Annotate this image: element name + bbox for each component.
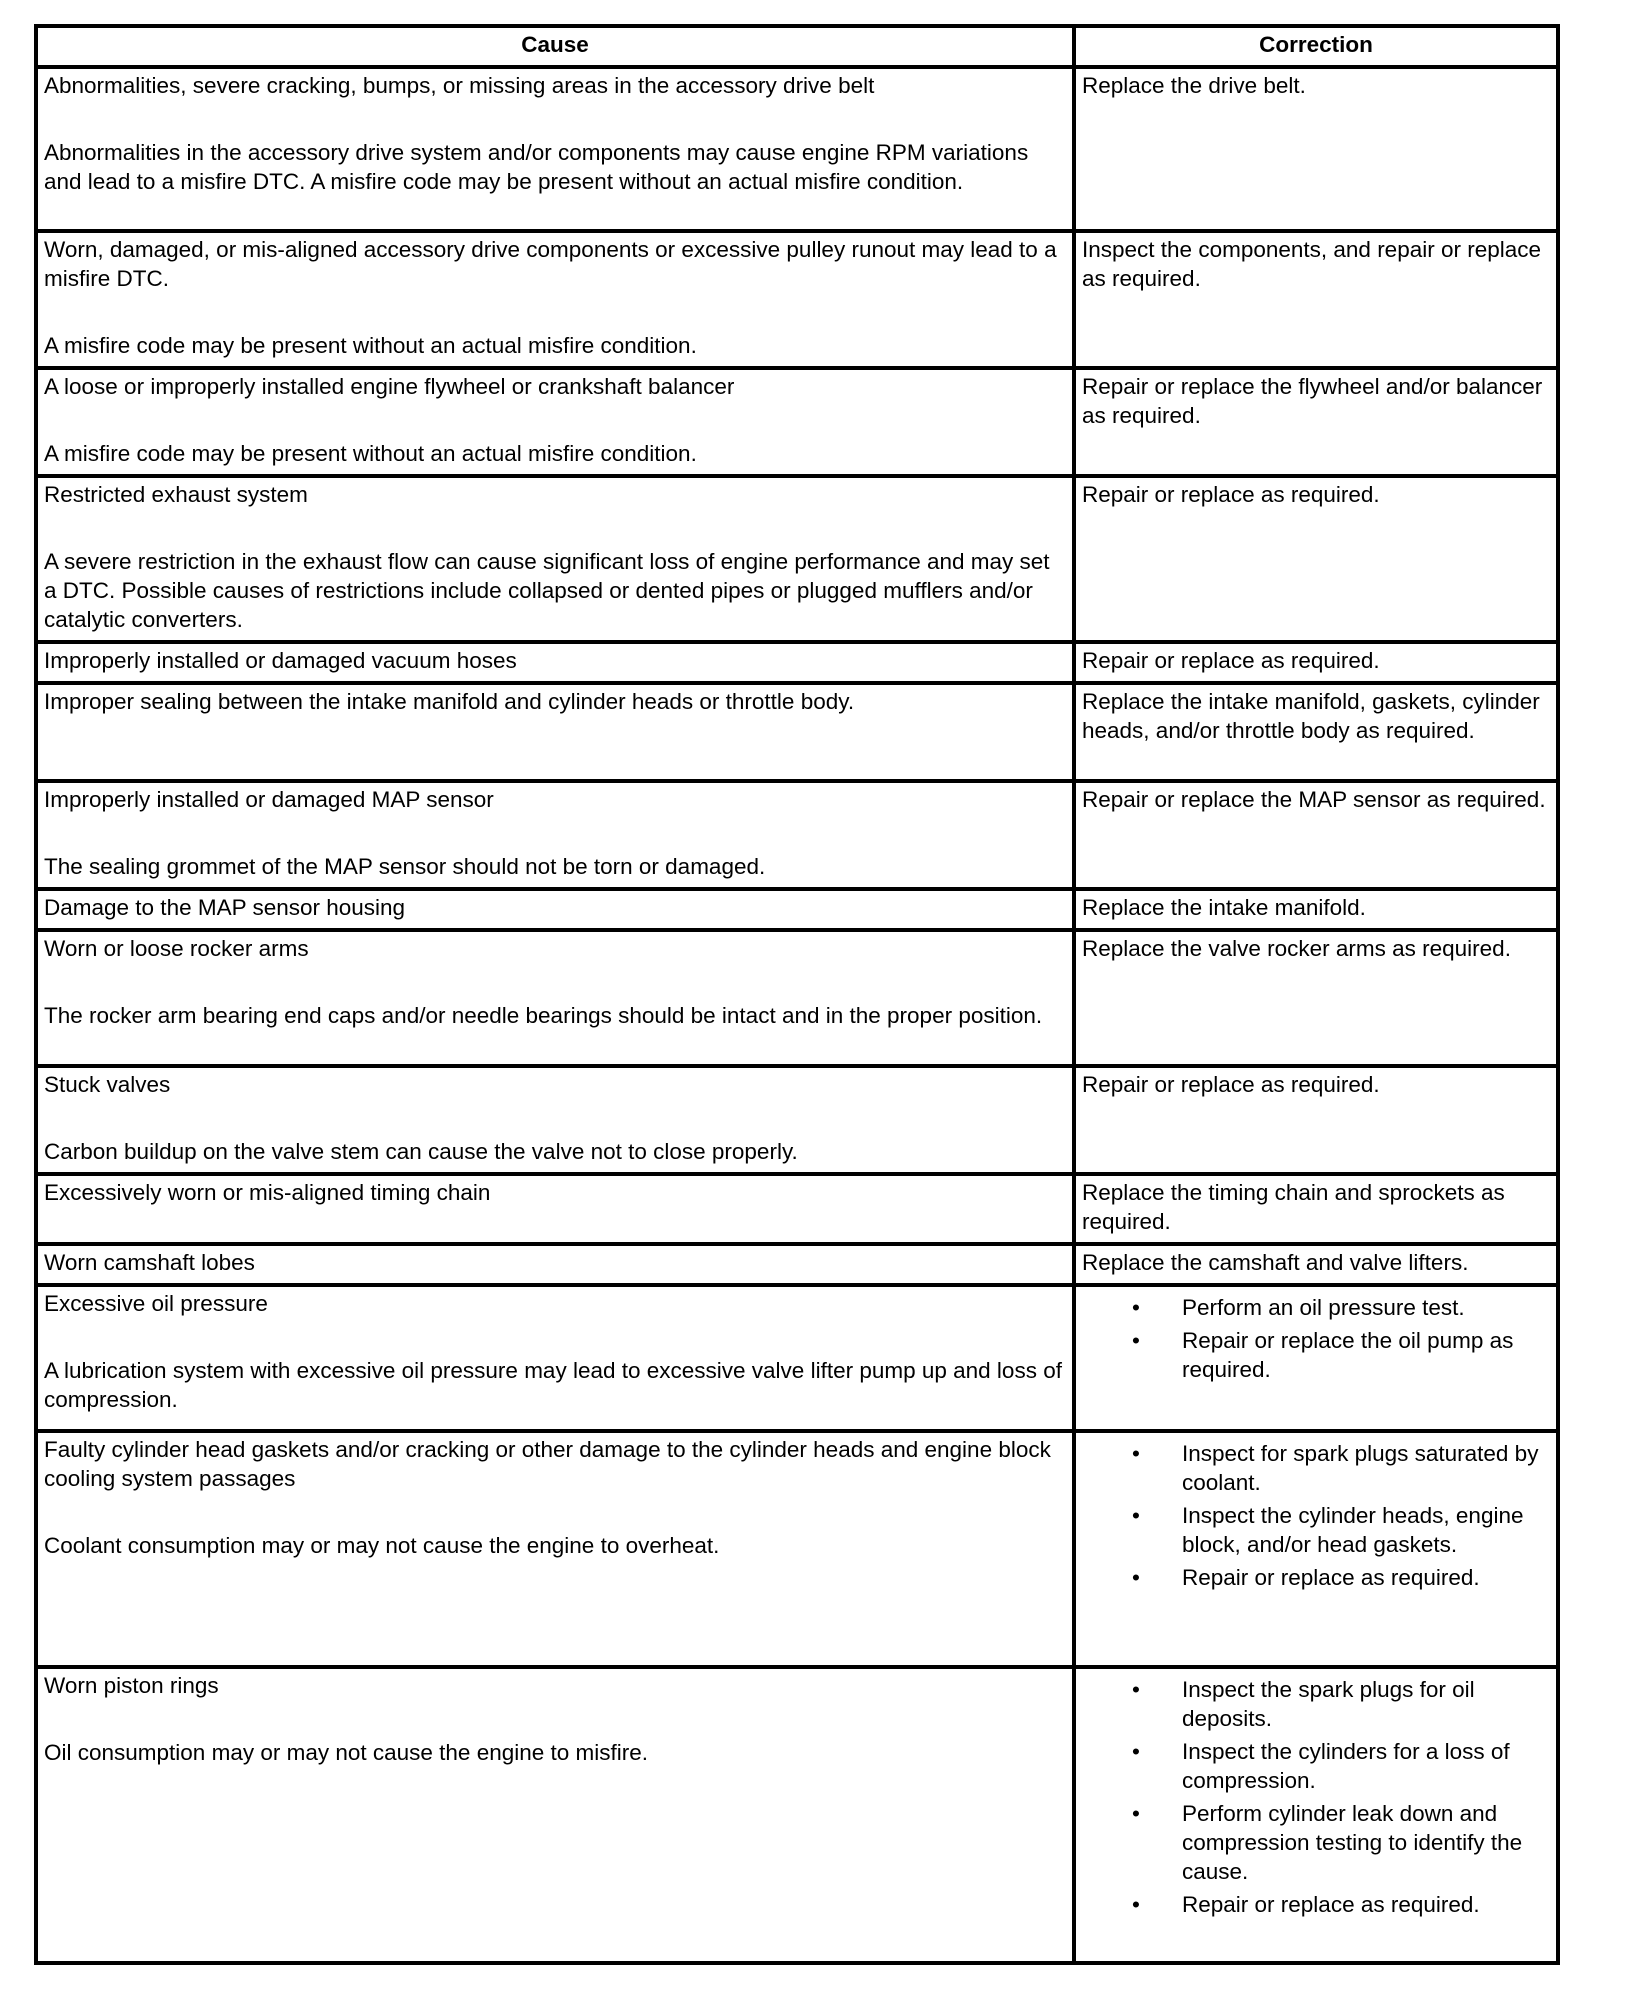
table-row [36, 1066, 1558, 1174]
bullet-icon: • [1132, 1565, 1140, 1590]
table-row [36, 1174, 1558, 1244]
correction-bullet-item [1082, 1326, 1550, 1384]
correction-bullet-list [1082, 1439, 1550, 1592]
correction-bullet-item [1082, 1890, 1550, 1919]
cause-note: A severe restriction in the exhaust flow can cause significant loss of engine performance and may set a DTC. Possible causes of restrictions include collapsed or dented pipes or plugged mufflers and/or catalytic converters. [44, 549, 1050, 632]
correction-bullet-item [1082, 1737, 1550, 1795]
correction-cell [1074, 476, 1558, 642]
correction-text: Inspect the components, and repair or replace as required. [1082, 237, 1542, 291]
correction-cell [1074, 683, 1558, 781]
correction-bullet-item [1082, 1293, 1550, 1322]
correction-text: Replace the intake manifold, gaskets, cylinder heads, and/or throttle body as required. [1082, 689, 1540, 743]
correction-cell [1074, 889, 1558, 930]
cause-cell [36, 1431, 1074, 1667]
bullet-icon: • [1132, 1441, 1140, 1466]
cause-title: Improperly installed or damaged MAP sensor [44, 787, 494, 812]
correction-text: Inspect the cylinders for a loss of compression. [1182, 1739, 1510, 1793]
bullet-icon: • [1132, 1739, 1140, 1764]
cause-note: The rocker arm bearing end caps and/or needle bearings should be intact and in the proper position. [44, 1003, 1043, 1028]
cause-note: A lubrication system with excessive oil pressure may lead to excessive valve lifter pump up and loss of compression. [44, 1358, 1062, 1412]
cause-title: Faulty cylinder head gaskets and/or cracking or other damage to the cylinder heads and engine block cooling system passages [44, 1437, 1051, 1491]
table-row [36, 642, 1558, 683]
cause-note: Carbon buildup on the valve stem can cause the valve not to close properly. [44, 1139, 798, 1164]
cause-note: The sealing grommet of the MAP sensor should not be torn or damaged. [44, 854, 766, 879]
table-row [36, 1431, 1558, 1667]
cause-cell [36, 683, 1074, 781]
cause-title: Abnormalities, severe cracking, bumps, or missing areas in the accessory drive belt [44, 73, 875, 98]
table-body [36, 67, 1558, 1963]
correction-cell [1074, 368, 1558, 476]
cause-note: Oil consumption may or may not cause the engine to misfire. [44, 1740, 649, 1765]
correction-text: Repair or replace as required. [1082, 482, 1380, 507]
correction-cell [1074, 1174, 1558, 1244]
correction-bullet-item [1082, 1799, 1550, 1886]
table-row [36, 1244, 1558, 1285]
correction-cell [1074, 930, 1558, 1066]
cause-cell [36, 1244, 1074, 1285]
table-row [36, 781, 1558, 889]
table-row [36, 231, 1558, 368]
table-row [36, 1667, 1558, 1963]
cause-cell [36, 231, 1074, 368]
cause-cell [36, 368, 1074, 476]
table-row [36, 683, 1558, 781]
bullet-icon: • [1132, 1801, 1140, 1826]
cause-note: A misfire code may be present without an actual misfire condition. [44, 441, 697, 466]
cause-cell [36, 1066, 1074, 1174]
table-row [36, 889, 1558, 930]
cause-title: Improper sealing between the intake manifold and cylinder heads or throttle body. [44, 689, 855, 714]
table-row [36, 368, 1558, 476]
correction-text: Replace the timing chain and sprockets as required. [1082, 1180, 1505, 1234]
bullet-icon: • [1132, 1503, 1140, 1528]
correction-text: Repair or replace the oil pump as required. [1182, 1328, 1514, 1382]
correction-bullet-item [1082, 1439, 1550, 1497]
correction-text: Replace the intake manifold. [1082, 895, 1366, 920]
correction-text: Inspect the spark plugs for oil deposits. [1182, 1677, 1475, 1731]
cause-title: A loose or improperly installed engine flywheel or crankshaft balancer [44, 374, 735, 399]
cause-cell [36, 1285, 1074, 1431]
cause-note: Coolant consumption may or may not cause the engine to overheat. [44, 1533, 720, 1558]
bullet-icon: • [1132, 1892, 1140, 1917]
header-row [36, 26, 1558, 67]
cause-title: Excessively worn or mis-aligned timing chain [44, 1180, 491, 1205]
correction-cell [1074, 1667, 1558, 1963]
cause-cell [36, 930, 1074, 1066]
correction-text: Repair or replace the MAP sensor as required. [1082, 787, 1546, 812]
correction-text: Repair or replace as required. [1182, 1565, 1480, 1590]
cause-title: Worn or loose rocker arms [44, 936, 309, 961]
correction-text: Inspect for spark plugs saturated by coolant. [1182, 1441, 1539, 1495]
cause-title: Worn piston rings [44, 1673, 219, 1698]
cause-cell [36, 1667, 1074, 1963]
cause-title: Excessive oil pressure [44, 1291, 268, 1316]
correction-text: Perform an oil pressure test. [1182, 1295, 1465, 1320]
cause-cell [36, 781, 1074, 889]
cause-cell [36, 642, 1074, 683]
correction-text: Repair or replace as required. [1182, 1892, 1480, 1917]
correction-bullet-list [1082, 1293, 1550, 1384]
table-row [36, 1285, 1558, 1431]
correction-cell [1074, 642, 1558, 683]
cause-cell [36, 476, 1074, 642]
cause-cell [36, 67, 1074, 231]
bullet-icon: • [1132, 1295, 1140, 1320]
table-row [36, 476, 1558, 642]
cause-note: Abnormalities in the accessory drive system and/or components may cause engine RPM variations and lead to a misfire DTC. A misfire code may be present without an actual misfire condition. [44, 140, 1029, 194]
table-row [36, 930, 1558, 1066]
correction-cell [1074, 1066, 1558, 1174]
cause-title: Damage to the MAP sensor housing [44, 895, 406, 920]
cause-title: Improperly installed or damaged vacuum hoses [44, 648, 517, 673]
correction-text: Perform cylinder leak down and compression testing to identify the cause. [1182, 1801, 1523, 1884]
correction-cell [1074, 1285, 1558, 1431]
correction-bullet-item [1082, 1563, 1550, 1592]
correction-text: Repair or replace as required. [1082, 1072, 1380, 1097]
correction-bullet-item [1082, 1675, 1550, 1733]
correction-cell [1074, 1244, 1558, 1285]
table-row [36, 67, 1558, 231]
correction-text: Repair or replace as required. [1082, 648, 1380, 673]
correction-text: Repair or replace the flywheel and/or balancer as required. [1082, 374, 1543, 428]
cause-header: Cause [36, 26, 1074, 67]
diagnosis-table [34, 24, 1560, 1965]
correction-cell [1074, 67, 1558, 231]
correction-bullet-list [1082, 1675, 1550, 1919]
cause-title: Worn camshaft lobes [44, 1250, 255, 1275]
correction-bullet-item [1082, 1501, 1550, 1559]
correction-cell [1074, 1431, 1558, 1667]
cause-note: A misfire code may be present without an actual misfire condition. [44, 333, 697, 358]
correction-text: Replace the valve rocker arms as required. [1082, 936, 1511, 961]
cause-title: Stuck valves [44, 1072, 171, 1097]
cause-title: Restricted exhaust system [44, 482, 308, 507]
cause-cell [36, 1174, 1074, 1244]
bullet-icon: • [1132, 1328, 1140, 1353]
cause-cell [36, 889, 1074, 930]
correction-header: Correction [1074, 26, 1558, 67]
correction-cell [1074, 231, 1558, 368]
correction-text: Inspect the cylinder heads, engine block, and/or head gaskets. [1182, 1503, 1524, 1557]
correction-text: Replace the drive belt. [1082, 73, 1306, 98]
bullet-icon: • [1132, 1677, 1140, 1702]
cause-title: Worn, damaged, or mis-aligned accessory drive components or excessive pulley runout may lead to a misfire DTC. [44, 237, 1057, 291]
correction-text: Replace the camshaft and valve lifters. [1082, 1250, 1469, 1275]
correction-cell [1074, 781, 1558, 889]
